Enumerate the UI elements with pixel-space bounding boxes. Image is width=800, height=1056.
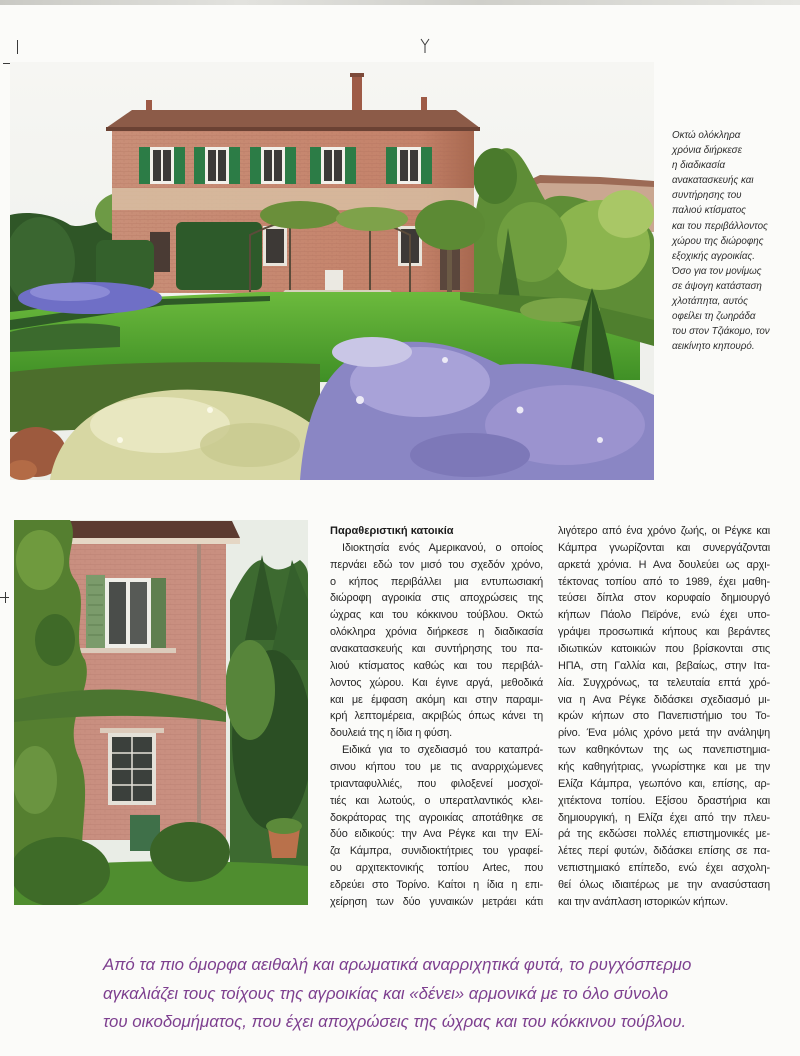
body-text-line: τεύσει δίπλα στον κορυφαίο δημιουργό	[558, 592, 770, 605]
body-text-line: λιού κτίσματος καθώς και του περιβάλ-	[330, 659, 543, 672]
body-text-line: ου αρχιτεκτονικής τοπίου Artec, που	[330, 862, 543, 875]
scan-edge	[0, 0, 800, 5]
caption-line: του στον Τζιάκομο, τον	[672, 326, 770, 338]
body-text-line: γράψει προσωπικά κήπους και βεράντες	[558, 626, 770, 639]
body-text-line: και με έμφαση ακόμη και στην παραμι-	[330, 693, 543, 706]
pull-quote-line: Από τα πιο όμορφα αειθαλή και αρωματικά αναρριχητικά φυτά, το ρυγχόσπερμο	[103, 955, 692, 974]
body-text-line: διώροφη αγροικία στις αποχρώσεις της	[330, 592, 543, 605]
body-text-line: Κάμπρα γνωρίζονται και συνεργάζονται	[558, 541, 770, 554]
body-text-line: κρών κήπων στο Πανεπιστήμιο του Το-	[558, 710, 770, 723]
caption-line: συντήρησης του	[672, 190, 742, 202]
photo-caption	[672, 128, 794, 354]
body-text-line: ΗΠΑ, στη Γαλλία και, βεβαίως, στην Ιτα-	[558, 659, 770, 672]
caption-line: αεικίνητο κηπουρό.	[672, 341, 755, 353]
body-text-line: των καθηκόντων της ως πανεπιστημια-	[558, 744, 770, 757]
body-text-line: δημιουργική, η Ελίζα έχει από την πλευ-	[558, 811, 770, 824]
caption-line: παλιού κτίσματος	[672, 205, 746, 217]
caption-line: Οκτώ ολόκληρα	[672, 130, 741, 141]
body-text-line: χείρηση των δύο γυναικών μετράει κάτι	[330, 895, 543, 908]
caption-line: χλοτάπητα, αυτός	[672, 296, 748, 308]
body-text-line: θεί όλως ιδιαιτέρως με την ανασύσταση	[558, 879, 770, 892]
body-text-line: σινου κήπου του με τις αναρριχώμενες	[330, 761, 543, 774]
article-paragraph	[558, 523, 770, 911]
body-text-line: δύο ειδικούς: την Ανα Ρέγκε και την Ελί-	[330, 828, 543, 841]
upper-window	[80, 575, 176, 653]
caption-line: η διαδικασία	[672, 160, 726, 172]
body-text-line: ο κήπος περιβάλλει μια εντυπωσιακή	[330, 575, 543, 588]
body-text-line: λοντος χώρου. Και έγινε αργά, μεθοδικά	[330, 676, 543, 689]
body-text-line: εδρεύει στο Τορίνο. Καίτοι η ίδια η επι-	[330, 879, 543, 892]
body-text-line: Ιδιοκτησία ενός Αμερικανού, ο οποίος	[342, 541, 543, 554]
body-text-line: τιές και λωτούς, ο υπερατλαντικός κλει-	[330, 794, 543, 807]
body-text-line: και την ανάπλαση ιστορικών κήπων.	[558, 895, 728, 908]
caption-line: σε άψογη κατάσταση	[672, 280, 762, 292]
pull-quote-line: αγκαλιάζει τους τοίχους της αγροικίας και «δένει» αρμονικά με το όλο σύνολο	[103, 983, 669, 1003]
article-paragraph	[330, 540, 543, 742]
body-text-line: κήπων Πάολο Πεϊρόνε, ενώ έχει υπο-	[558, 609, 770, 622]
caption-line: οφείλει τη ζωηράδα	[672, 311, 756, 323]
body-text-line: τριανταφυλλιές, που φιλοξενεί μοσχοϊ-	[330, 777, 543, 790]
body-text-line: ρίνο. Ένα μόλις χρόνο μετά την ανάληψη	[558, 727, 770, 740]
body-text-line: νια η Ανα Ρέγκε διδάσκει σχεδιασμό μι-	[558, 693, 770, 706]
body-text-line: λία. Συγχρόνως, τα τελευταία επτά χρό-	[558, 676, 770, 689]
body-text-line: λέτες περί φυτών, διδάσκει επίσης σε πα-	[558, 845, 770, 858]
body-text-line: ανακατασκευής και συντήρησης του πα-	[330, 643, 543, 656]
body-text-line: ολόκληρα χρόνια διήρκεσε η διαδικασία	[330, 626, 543, 639]
crop-mark	[5, 592, 6, 603]
crop-mark	[17, 40, 18, 54]
body-text-line: ώχρας και του κόκκινου τούβλου. Οκτώ	[330, 609, 543, 622]
house-facade-illustration	[14, 520, 308, 905]
body-text-line: αρκετά χρόνια. Η Ανα δουλεύει ως αρχι-	[558, 558, 770, 571]
caption-line: και του περιβάλλοντος	[672, 220, 768, 232]
body-text-line: ρά της εκδώσει πολλές επιστημονικές με-	[558, 828, 770, 841]
section-heading: Παραθεριστική κατοικία	[330, 525, 454, 537]
house-facade-photo	[14, 520, 308, 905]
caption-line: χρόνια διήρκεσε	[672, 145, 742, 157]
body-text-line: ζα Κάμπρα, συνιδιοκτήτριες του γραφεί-	[330, 845, 543, 858]
villa-garden-photo	[10, 62, 654, 480]
body-text-line: κής καθηγήτριας, γνωρίστηκε και με την	[558, 761, 770, 774]
body-text-line: χιτέκτονα τοπίου. Εξίσου δραστήρια και	[558, 794, 770, 807]
upper-windows	[139, 147, 432, 184]
body-text-line: περνάει εδώ τον μισό του σχεδόν χρόνο,	[330, 558, 543, 571]
body-text-line: κρή λεπτομέρεια, ακριβώς όπως κάνει τη	[330, 710, 543, 723]
body-text-line: νεπιστημιακό επίπεδο, ενώ έχει ασχολη-	[558, 862, 770, 875]
crop-mark	[418, 38, 432, 54]
pull-quote	[103, 951, 787, 1037]
body-text-line: λιγότερο από ένα χρόνο ζωής, οι Ρέγκε και	[558, 525, 770, 537]
body-text-line: δοκράτορας της αγροικίας αποτάθηκε σε	[330, 811, 543, 824]
article-column-right	[558, 523, 770, 911]
caption-line: ανακατασκευής και	[672, 175, 754, 187]
villa-garden-illustration	[10, 62, 654, 480]
caption-line: Όσο για τον μονίμως	[672, 265, 762, 277]
pull-quote-line: του οικοδομήματος, που έχει αποχρώσεις της ώχρας και του κόκκινου τούβλου.	[103, 1012, 687, 1031]
body-text-line: δουλειά της η ίδια η φύση.	[330, 727, 453, 740]
caption-line: χώρου της διώροφης	[672, 235, 764, 247]
caption-line: εξοχικής αγροικίας.	[672, 250, 755, 262]
article-paragraph	[330, 742, 543, 911]
body-text-line: τέκτονας τοπίου από το 1989, έχει μαθη-	[558, 575, 770, 588]
body-text-line: Ελίζα Κάμπρα, γεωπόνο και, επίσης, αρ-	[558, 777, 770, 790]
body-text-line: ιδιωτικών κατοικιών που βρίσκονται στις	[558, 643, 770, 656]
article-column-left	[330, 523, 543, 911]
body-text-line: Ειδικά για το σχεδιασμό του καταπρά-	[342, 744, 543, 757]
